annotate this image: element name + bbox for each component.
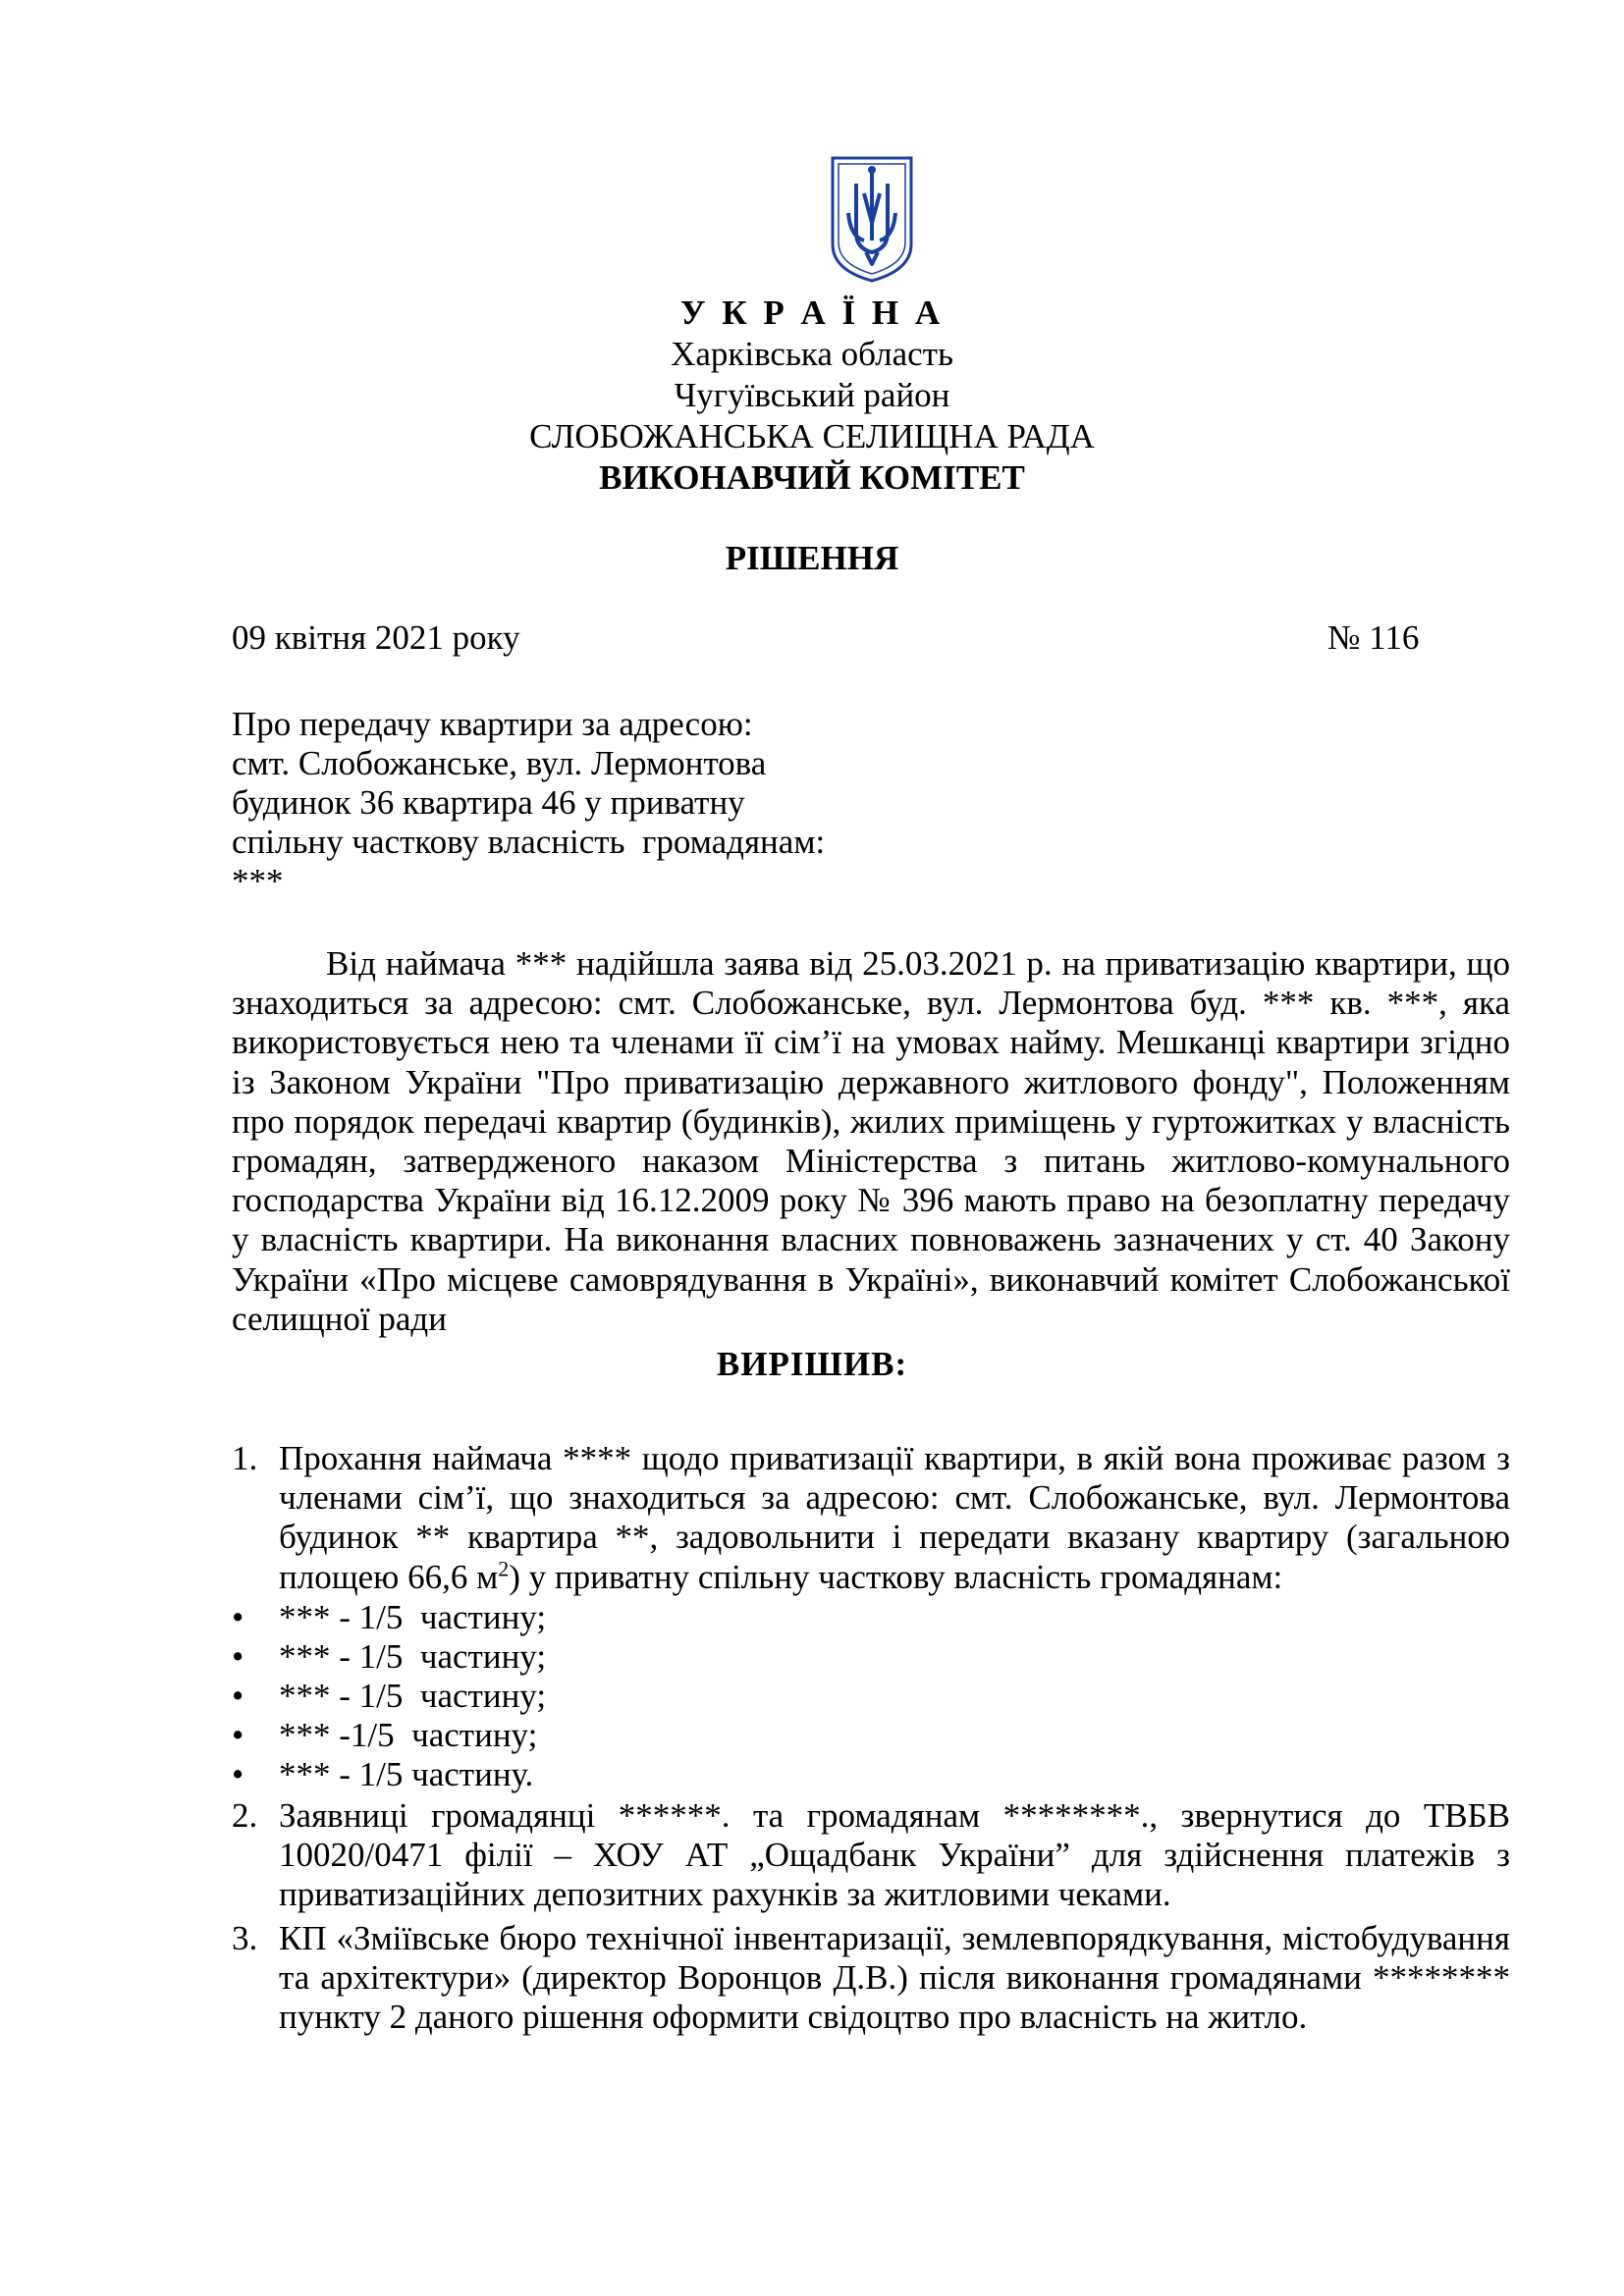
share-text: *** - 1/5 частину; [279,1637,547,1676]
decision-item-3 [232,1919,1510,2038]
decision-number: № 116 [1327,618,1420,657]
item-text: КП «Зміївське бюро технічної інвентаризації, землевпорядкування, містобудування та архітектури» (директор Воронцов Д.В.) після виконання громадянами ******** пункту 2 даного рішення оформити свідоцтво про власність на житло. [279,1919,1510,2037]
item-number: 1. [232,1439,258,1477]
share-bullet [232,1716,537,1755]
item-text [279,1439,1510,1597]
item-text-part: ) у приватну спільну часткову власність громадянам: [509,1557,1283,1596]
bullet-icon: • [232,1677,244,1715]
decided-heading: ВИРІШИВ: [716,1345,908,1383]
share-text: *** - 1/5 частину; [279,1598,547,1636]
item-number: 2. [232,1796,258,1835]
share-bullet [232,1755,533,1794]
oblast-line: Харківська область [671,335,953,373]
country-title: У К Р А Ї Н А [679,294,945,332]
bullet-icon: • [232,1716,244,1754]
decision-item-2 [232,1796,1510,1915]
item-text-part: Прохання наймача **** щодо приватизації квартири, в якій вона проживає разом з членами сім’ї, що знаходиться за адресою: смт. Слобожанське, вул. Лермонтова будинок ** квартира **, задовольнити і передати вказану квартиру (загальною площею 66,6 м [279,1439,1510,1596]
coat-of-arms-icon [829,154,915,285]
subject-line: спільну часткову власність громадянам: [232,823,826,861]
preamble-paragraph: Від наймача *** надійшла заява від 25.03.2021 р. на приватизацію квартири, що знаходиться за адресою: смт. Слобожанське, вул. Лермонтова буд. *** кв. ***, яка використовується нею та членами її сім’ї на умовах найму. Мешканці квартири згідно із Законом України "Про приватизацію державного житлового фонду", Положенням про порядок передачі квартир (будинків), жилих приміщень у гуртожитках у власність громадян, затвердженого наказом Міністерства з питань житлово-комунального господарства України від 16.12.2009 року № 396 мають право на безоплатну передачу у власність квартири. На виконання власних повноважень зазначених у ст. 40 Закону України «Про місцеве самоврядування в Україні», виконавчий комітет Слобожанської селищної ради [232,944,1510,1338]
subject-line: Про передачу квартири за адресою: [232,705,753,743]
share-text: *** -1/5 частину; [279,1716,538,1754]
bullet-icon: • [232,1637,244,1676]
bullet-icon: • [232,1598,244,1636]
subject-line: *** [232,862,284,900]
decision-item-1 [232,1439,1510,1597]
superscript: 2 [498,1555,510,1580]
item-text: Заявниці громадянці ******. та громадянам ********., звернутися до ТВБВ 10020/0471 філії – ХОУ АТ „Ощадбанк України” для здійснення платежів з приватизаційних депозитних рахунків за житловими чеками. [279,1796,1510,1914]
share-text: *** - 1/5 частину; [279,1677,547,1715]
item-number: 3. [232,1919,258,1957]
subject-line: будинок 36 квартира 46 у приватну [232,783,745,822]
council-line: СЛОБОЖАНСЬКА СЕЛИЩНА РАДА [529,417,1095,455]
share-text: *** - 1/5 частину. [279,1755,534,1793]
share-bullet [232,1598,546,1637]
document-type: РІШЕННЯ [725,539,899,577]
decision-date: 09 квітня 2021 року [232,618,520,657]
committee-line: ВИКОНАВЧИЙ КОМІТЕТ [599,458,1025,497]
share-bullet [232,1677,546,1716]
decision-subject [232,705,825,901]
share-bullet [232,1637,546,1677]
subject-line: смт. Слобожанське, вул. Лермонтова [232,744,767,782]
rayon-line: Чугуївський район [674,376,950,414]
bullet-icon: • [232,1755,244,1793]
